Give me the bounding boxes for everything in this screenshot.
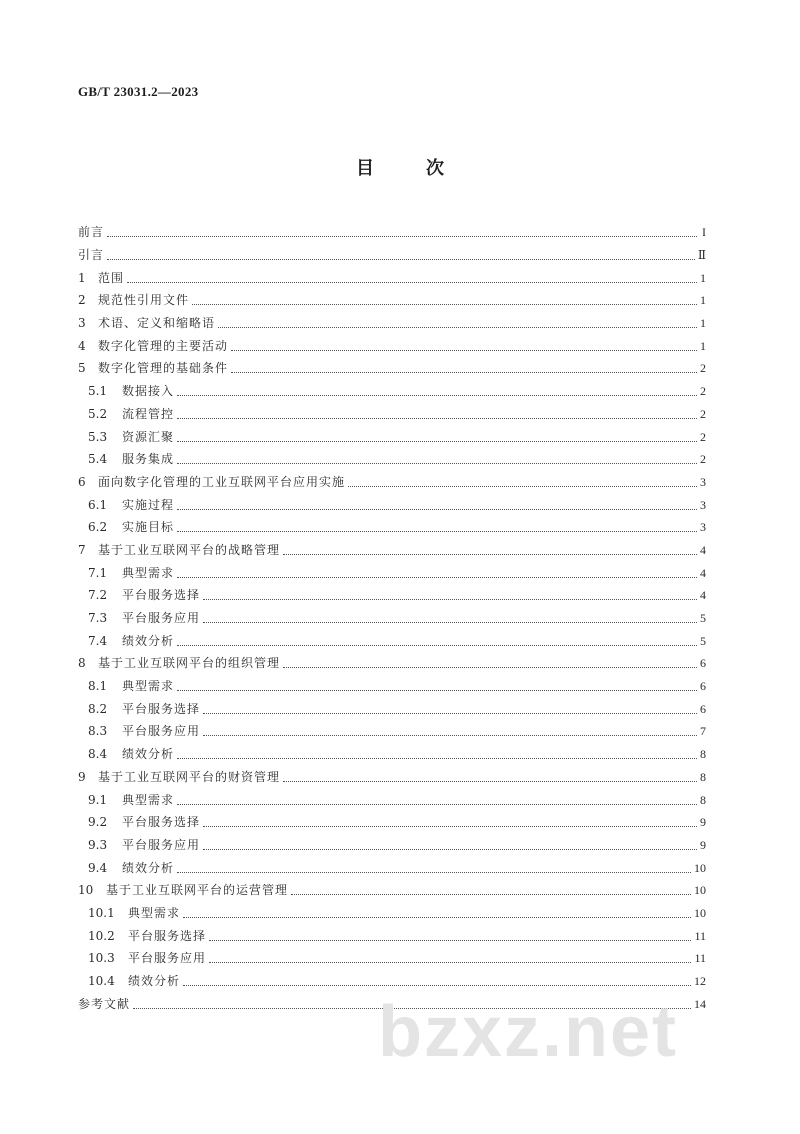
toc-entry-number: 10.1 <box>88 905 115 920</box>
toc-entry-title: 平台服务选择 <box>128 928 207 943</box>
toc-entry[interactable] <box>78 607 706 630</box>
toc-entry-title: 绩效分析 <box>128 974 181 989</box>
toc-entry[interactable] <box>78 652 706 675</box>
toc-entry-number: 1 <box>78 270 86 285</box>
toc-entry-page: 6 <box>700 679 706 694</box>
toc-entry-number: 10.2 <box>88 928 115 943</box>
toc-entry[interactable] <box>78 244 706 267</box>
toc-entry-number: 9.3 <box>88 837 108 852</box>
toc-entry[interactable] <box>78 720 706 743</box>
toc-entry[interactable] <box>78 924 706 947</box>
toc-dot-leader <box>203 825 697 827</box>
toc-entry[interactable] <box>78 788 706 811</box>
toc-entry-title: 平台服务选择 <box>122 588 201 603</box>
toc-dot-leader <box>192 303 697 305</box>
toc-dot-leader <box>283 780 697 782</box>
toc-entry-number: 5.2 <box>88 406 108 421</box>
toc-entry-page: 8 <box>700 747 706 762</box>
toc-entry-number: 5 <box>78 361 86 376</box>
toc-entry-page: 11 <box>694 951 706 966</box>
toc-entry-page: 2 <box>700 429 706 444</box>
toc-dot-leader <box>231 371 697 373</box>
toc-entry-number: 8.4 <box>88 747 108 762</box>
toc-entry[interactable] <box>78 743 706 766</box>
toc-entry-number: 5.3 <box>88 429 108 444</box>
toc-entry-page: 14 <box>694 996 706 1011</box>
toc-entry[interactable] <box>78 811 706 834</box>
toc-dot-leader <box>183 916 691 918</box>
toc-heading-char-1: 目 <box>356 158 374 179</box>
toc-entry-title: 引言 <box>78 248 105 263</box>
toc-entry-number: 6.2 <box>88 520 108 535</box>
toc-entry[interactable] <box>78 357 706 380</box>
toc-entry-number: 10.4 <box>88 974 115 989</box>
toc-dot-leader <box>209 961 691 963</box>
toc-entry-number: 8.1 <box>88 679 108 694</box>
toc-entry-page: 2 <box>700 406 706 421</box>
toc-entry-title: 实施目标 <box>122 520 175 535</box>
toc-dot-leader <box>177 644 697 646</box>
toc-entry-page: 1 <box>700 270 706 285</box>
standard-code: GB/T 23031.2—2023 <box>78 84 199 99</box>
toc-entry[interactable] <box>78 266 706 289</box>
toc-entry[interactable] <box>78 947 706 970</box>
toc-entry-page: 9 <box>700 815 706 830</box>
toc-entry-number: 7.1 <box>88 565 108 580</box>
toc-dot-leader <box>177 508 697 510</box>
toc-entry-number: 9.2 <box>88 815 108 830</box>
toc-entry-page: I <box>702 225 706 240</box>
toc-dot-leader <box>203 621 697 623</box>
toc-dot-leader <box>209 939 691 941</box>
toc-heading-char-2: 次 <box>426 158 444 179</box>
toc-entry-title: 平台服务应用 <box>122 837 201 852</box>
toc-entry-title: 数字化管理的主要活动 <box>98 338 229 353</box>
toc-entry[interactable] <box>78 516 706 539</box>
toc-entry[interactable] <box>78 289 706 312</box>
toc-entry[interactable] <box>78 403 706 426</box>
toc-entry-title: 绩效分析 <box>122 633 175 648</box>
toc-dot-leader <box>177 757 697 759</box>
toc-entry-title: 规范性引用文件 <box>98 293 190 308</box>
toc-entry-page: 3 <box>700 497 706 512</box>
toc-entry-number: 8.3 <box>88 724 108 739</box>
toc-entry-title: 基于工业互联网平台的战略管理 <box>98 542 281 557</box>
site-watermark: bzxz.net <box>378 992 679 1072</box>
toc-dot-leader <box>177 689 697 691</box>
toc-entry-title: 绩效分析 <box>122 860 175 875</box>
toc-entry-page: 5 <box>700 611 706 626</box>
toc-entry-title: 资源汇聚 <box>122 429 175 444</box>
toc-entry-page: 1 <box>700 338 706 353</box>
toc-entry-title: 平台服务选择 <box>122 815 201 830</box>
toc-entry[interactable] <box>78 539 706 562</box>
toc-entry-title: 平台服务应用 <box>122 611 201 626</box>
toc-entry-number: 6 <box>78 474 86 489</box>
toc-entry-page: 4 <box>700 588 706 603</box>
toc-entry-page: 11 <box>694 928 706 943</box>
toc-entry-title: 术语、定义和缩略语 <box>98 316 216 331</box>
toc-entry[interactable] <box>78 879 706 902</box>
toc-entry-number: 10 <box>78 883 94 898</box>
toc-entry-title: 实施过程 <box>122 497 175 512</box>
toc-dot-leader <box>283 553 697 555</box>
toc-entry-page: Ⅱ <box>697 248 706 263</box>
toc-entry[interactable] <box>78 902 706 925</box>
toc-entry-page: 8 <box>700 769 706 784</box>
toc-dot-leader <box>348 485 697 487</box>
toc-entry-number: 9.1 <box>88 792 108 807</box>
toc-entry-page: 3 <box>700 474 706 489</box>
toc-entry-title: 典型需求 <box>122 565 175 580</box>
toc-dot-leader <box>107 258 695 260</box>
toc-entry[interactable] <box>78 834 706 857</box>
toc-entry-number: 7.3 <box>88 611 108 626</box>
toc-entry[interactable] <box>78 629 706 652</box>
toc-dot-leader <box>203 734 697 736</box>
toc-entry[interactable] <box>78 334 706 357</box>
toc-entry[interactable] <box>78 425 706 448</box>
toc-entry-page: 5 <box>700 633 706 648</box>
toc-entry-title: 数据接入 <box>122 384 175 399</box>
toc-entry[interactable] <box>78 493 706 516</box>
toc-entry-title: 数字化管理的基础条件 <box>98 361 229 376</box>
toc-entry-title: 平台服务应用 <box>128 951 207 966</box>
toc-entry-page: 1 <box>700 293 706 308</box>
toc-entry-title: 基于工业互联网平台的运营管理 <box>106 883 289 898</box>
toc-dot-leader <box>203 598 697 600</box>
toc-entry-number: 7 <box>78 542 86 557</box>
toc-entry-number: 5.4 <box>88 452 108 467</box>
toc-entry-page: 9 <box>700 837 706 852</box>
toc-dot-leader <box>177 803 697 805</box>
toc-dot-leader <box>177 394 697 396</box>
toc-dot-leader <box>283 666 697 668</box>
toc-entry-title: 典型需求 <box>122 792 175 807</box>
toc-entry[interactable] <box>78 970 706 993</box>
toc-entry-number: 9.4 <box>88 860 108 875</box>
toc-entry[interactable] <box>78 561 706 584</box>
table-of-contents <box>78 221 706 1015</box>
toc-entry-page: 12 <box>694 974 706 989</box>
toc-entry-number: 7.4 <box>88 633 108 648</box>
toc-entry-number: 8 <box>78 656 86 671</box>
toc-dot-leader <box>231 349 697 351</box>
toc-dot-leader <box>107 235 697 237</box>
toc-entry-title: 典型需求 <box>128 905 181 920</box>
toc-entry-number: 2 <box>78 293 86 308</box>
toc-entry-number: 4 <box>78 338 86 353</box>
toc-entry-title: 平台服务应用 <box>122 724 201 739</box>
toc-entry-title: 参考文献 <box>78 996 131 1011</box>
toc-entry-page: 3 <box>700 520 706 535</box>
toc-entry-number: 6.1 <box>88 497 108 512</box>
toc-entry-number: 9 <box>78 769 86 784</box>
toc-entry-title: 基于工业互联网平台的财资管理 <box>98 769 281 784</box>
toc-entry-page: 8 <box>700 792 706 807</box>
toc-entry-number: 8.2 <box>88 701 108 716</box>
toc-entry-title: 平台服务选择 <box>122 701 201 716</box>
toc-entry[interactable] <box>78 448 706 471</box>
toc-entry-page: 2 <box>700 384 706 399</box>
toc-entry-page: 7 <box>700 724 706 739</box>
toc-entry-number: 3 <box>78 316 86 331</box>
toc-dot-leader <box>183 984 691 986</box>
toc-dot-leader <box>291 893 691 895</box>
toc-entry-page: 2 <box>700 452 706 467</box>
toc-entry-page: 2 <box>700 361 706 376</box>
toc-entry-page: 6 <box>700 656 706 671</box>
toc-entry-page: 10 <box>694 860 706 875</box>
toc-entry-page: 10 <box>694 905 706 920</box>
toc-dot-leader <box>177 440 697 442</box>
toc-entry[interactable] <box>78 856 706 879</box>
toc-entry-page: 4 <box>700 565 706 580</box>
toc-entry-title: 流程管控 <box>122 406 175 421</box>
toc-entry[interactable] <box>78 380 706 403</box>
toc-entry[interactable] <box>78 584 706 607</box>
toc-entry[interactable] <box>78 697 706 720</box>
toc-dot-leader <box>177 462 697 464</box>
toc-entry[interactable] <box>78 221 706 244</box>
toc-entry-title: 前言 <box>78 225 105 240</box>
toc-dot-leader <box>203 712 697 714</box>
toc-dot-leader <box>177 530 697 532</box>
toc-entry[interactable] <box>78 675 706 698</box>
toc-heading <box>0 154 800 180</box>
toc-entry-title: 范围 <box>98 270 125 285</box>
toc-entry-number: 7.2 <box>88 588 108 603</box>
toc-dot-leader <box>177 576 697 578</box>
toc-entry-title: 服务集成 <box>122 452 175 467</box>
toc-dot-leader <box>177 871 691 873</box>
toc-entry[interactable] <box>78 766 706 789</box>
toc-dot-leader <box>218 326 697 328</box>
toc-entry[interactable] <box>78 312 706 335</box>
toc-entry-number: 5.1 <box>88 384 108 399</box>
toc-entry-title: 绩效分析 <box>122 747 175 762</box>
toc-entry-title: 典型需求 <box>122 679 175 694</box>
toc-dot-leader <box>203 848 697 850</box>
toc-entry-number: 10.3 <box>88 951 115 966</box>
toc-entry-title: 面向数字化管理的工业互联网平台应用实施 <box>98 474 346 489</box>
toc-entry-page: 6 <box>700 701 706 716</box>
toc-entry[interactable] <box>78 471 706 494</box>
toc-entry-page: 10 <box>694 883 706 898</box>
toc-entry-title: 基于工业互联网平台的组织管理 <box>98 656 281 671</box>
toc-entry-page: 4 <box>700 542 706 557</box>
toc-entry-page: 1 <box>700 316 706 331</box>
toc-dot-leader <box>177 417 697 419</box>
toc-dot-leader <box>127 281 697 283</box>
